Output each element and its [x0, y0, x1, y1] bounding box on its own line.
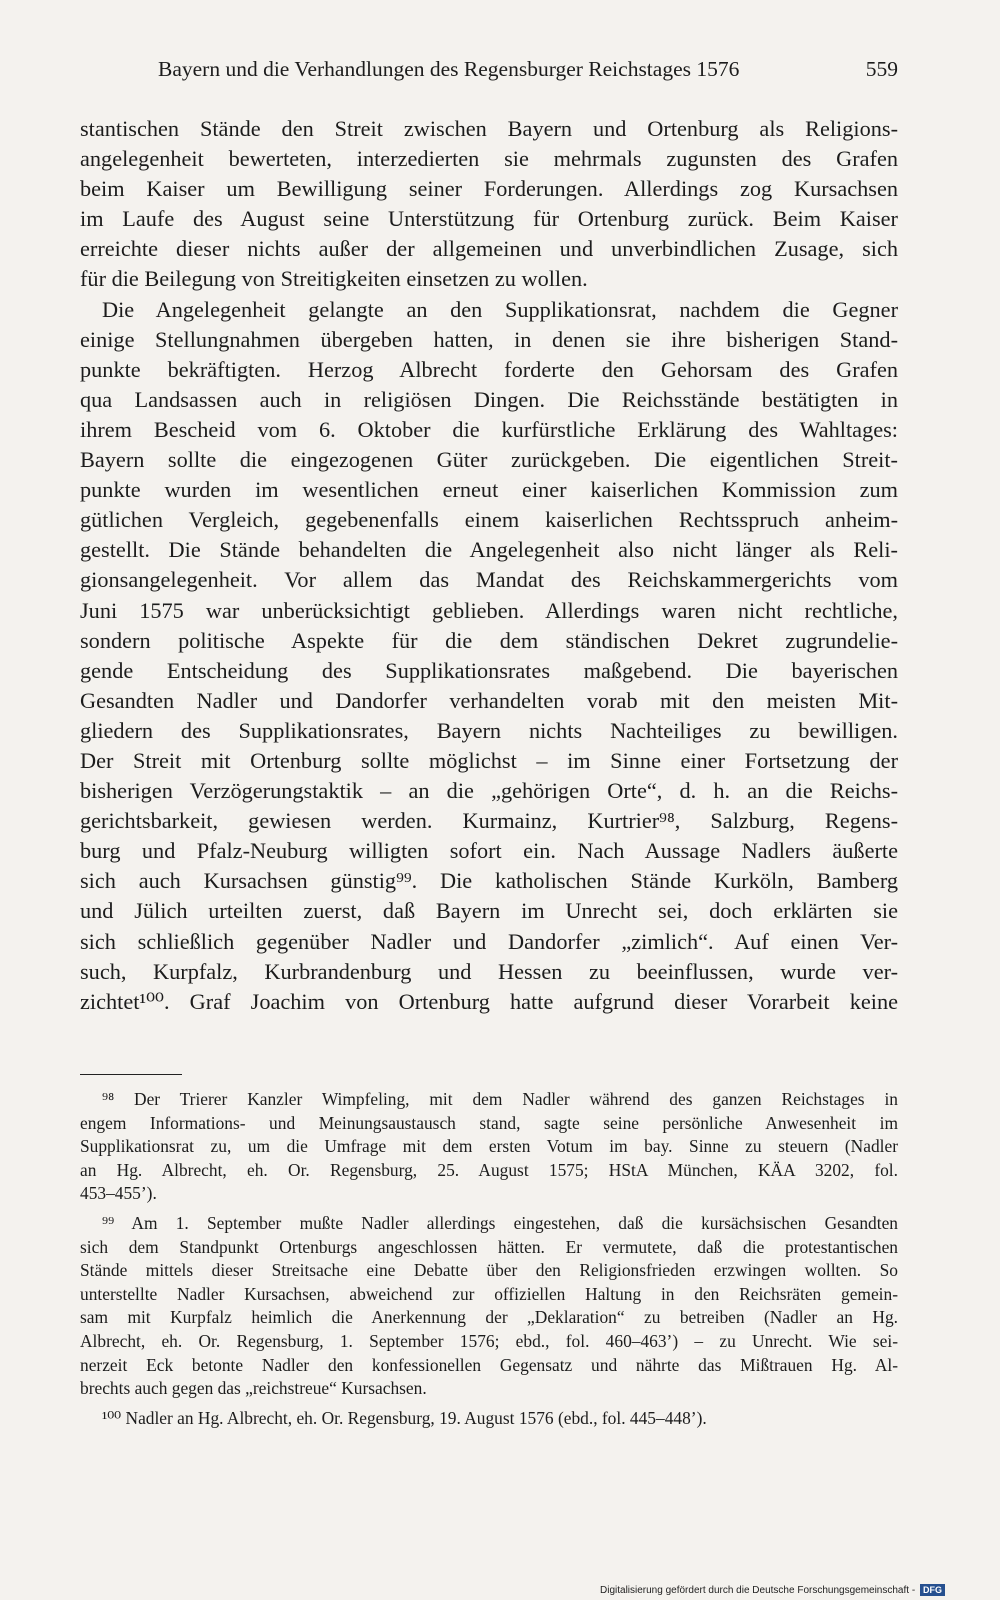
footnote-98-line: ⁹⁸ Der Trierer Kanzler Wimpfeling, mit dem Nadler während des ganzen Reichstages in: [102, 1089, 898, 1109]
page-number: 559: [865, 57, 898, 81]
footnote-99-line: sich dem Standpunkt Ortenburgs angeschlossen hätten. Er vermutete, daß die protestantischen: [80, 1236, 898, 1257]
footnote-98-line: Supplikationsrat zu, um die Umfrage mit dem ersten Votum im bay. Sinne zu steuern (Nadler: [80, 1136, 898, 1157]
text-line: sondern politische Aspekte für die dem ständischen Dekret zugrundelie-: [80, 627, 898, 653]
text-line: einige Stellungnahmen übergeben hatten, in denen sie ihre bisherigen Stand-: [80, 326, 898, 352]
text-line: Juni 1575 war unberücksichtigt geblieben. Allerdings waren nicht rechtliche,: [80, 597, 898, 623]
text-line: ihrem Bescheid vom 6. Oktober die kurfürstliche Erklärung des Wahltages:: [80, 416, 898, 442]
text-line: sich schließlich gegenüber Nadler und Dandorfer „zimlich“. Auf einen Ver-: [80, 928, 898, 954]
footnote-98-line: an Hg. Albrecht, eh. Or. Regensburg, 25. August 1575; HStA München, KÄA 3202, fol.: [80, 1159, 898, 1180]
footnote-98-line: engem Informations- und Meinungsaustausch stand, sagte seine persönliche Anwesenheit im: [80, 1112, 898, 1133]
text-line: Der Streit mit Ortenburg sollte möglichst – im Sinne einer Fortsetzung der: [80, 747, 898, 773]
text-line: bisherigen Verzögerungstaktik – an die „gehörigen Orte“, d. h. an die Reichs-: [80, 778, 898, 804]
text-line: gestellt. Die Stände behandelten die Angelegenheit also nicht länger als Reli-: [80, 537, 898, 563]
footnote-100-line: ¹⁰⁰ Nadler an Hg. Albrecht, eh. Or. Regensburg, 19. August 1576 (ebd., fol. 445–448’).: [102, 1407, 707, 1428]
footnote-99-line: ⁹⁹ Am 1. September mußte Nadler allerdings eingestehen, daß die kursächsischen Gesandten: [102, 1212, 898, 1233]
text-line: gende Entscheidung des Supplikationsrates maßgebend. Die bayerischen: [80, 657, 898, 683]
text-line: gliedern des Supplikationsrates, Bayern nichts Nachteiliges zu bewilligen.: [80, 717, 898, 743]
footnote-99-line: sam mit Kurpfalz heimlich die Anerkennung der „Deklaration“ zu betreiben (Nadler an Hg.: [80, 1307, 898, 1328]
footnote-99-line: Albrecht, eh. Or. Regensburg, 1. September 1576; ebd., fol. 460–463’) – zu Unrecht. Wie sei-: [80, 1330, 898, 1351]
footnote-99-line: nerzeit Eck betonte Nadler den konfessionellen Gegensatz und nährte das Mißtrauen Hg. Al-: [80, 1354, 898, 1375]
text-line: im Laufe des August seine Unterstützung für Ortenburg zurück. Beim Kaiser: [80, 206, 898, 232]
text-line: für die Beilegung von Streitigkeiten einsetzen zu wollen.: [80, 266, 588, 292]
text-line: erreichte dieser nichts außer der allgemeinen und unverbindlichen Zusage, sich: [80, 236, 898, 262]
footnote-99-line: Stände mittels dieser Streitsache eine Debatte über den Religionsfrieden erzwingen wollten. So: [80, 1260, 898, 1281]
text-line: und Jülich urteilten zuerst, daß Bayern im Unrecht sei, doch erklärten sie: [80, 898, 898, 924]
footnote-rule: [80, 1074, 182, 1075]
text-line: stantischen Stände den Streit zwischen Bayern und Ortenburg als Religions-: [80, 116, 898, 141]
dfg-logo: DFG: [920, 1584, 945, 1596]
text-line: gütlichen Vergleich, gegebenenfalls einem kaiserlichen Rechtsspruch anheim-: [80, 507, 898, 533]
footnote-98-line: 453–455’).: [80, 1183, 157, 1204]
text-line: angelegenheit bewerteten, interzedierten sie mehrmals zugunsten des Grafen: [80, 146, 898, 172]
credit-text: Digitalisierung gefördert durch die Deutsche Forschungsgemeinschaft -: [600, 1585, 916, 1596]
footnotes: [80, 1088, 898, 1430]
main-text: [80, 114, 898, 1017]
text-line: such, Kurpfalz, Kurbrandenburg und Hessen zu beeinflussen, wurde ver-: [80, 958, 898, 984]
text-line: punkte wurden im wesentlichen erneut einer kaiserlichen Kommission zum: [80, 477, 898, 503]
text-line: zichtet¹⁰⁰. Graf Joachim von Ortenburg hatte aufgrund dieser Vorarbeit keine: [80, 988, 898, 1014]
text-line: Gesandten Nadler und Dandorfer verhandelten vorab mit den meisten Mit-: [80, 687, 898, 713]
text-line: Die Angelegenheit gelangte an den Supplikationsrat, nachdem die Gegner: [102, 296, 898, 322]
text-line: gerichtsbarkeit, gewiesen werden. Kurmainz, Kurtrier⁹⁸, Salzburg, Regens-: [80, 808, 898, 834]
text-line: qua Landsassen auch in religiösen Dingen. Die Reichsstände bestätigten in: [80, 386, 898, 412]
footnote-99-line: brechts auch gegen das „reichstreue“ Kursachsen.: [80, 1378, 427, 1399]
text-line: punkte bekräftigten. Herzog Albrecht forderte den Gehorsam des Grafen: [80, 356, 898, 382]
digitization-credit: [600, 1584, 945, 1597]
text-line: beim Kaiser um Bewilligung seiner Forderungen. Allerdings zog Kursachsen: [80, 176, 898, 202]
running-header: [158, 54, 898, 84]
text-line: Bayern sollte die eingezogenen Güter zurückgeben. Die eigentlichen Streit-: [80, 447, 898, 473]
footnote-99-line: unterstellte Nadler Kursachsen, abweichend zur offiziellen Haltung in den Reichsräten gemein-: [80, 1283, 898, 1304]
running-title: Bayern und die Verhandlungen des Regensburger Reichstages 1576: [158, 57, 740, 81]
text-line: sich auch Kursachsen günstig⁹⁹. Die katholischen Stände Kurköln, Bamberg: [80, 868, 898, 894]
text-line: gionsangelegenheit. Vor allem das Mandat des Reichskammergerichts vom: [80, 567, 898, 593]
text-line: burg und Pfalz-Neuburg willigten sofort ein. Nach Aussage Nadlers äußerte: [80, 838, 898, 864]
